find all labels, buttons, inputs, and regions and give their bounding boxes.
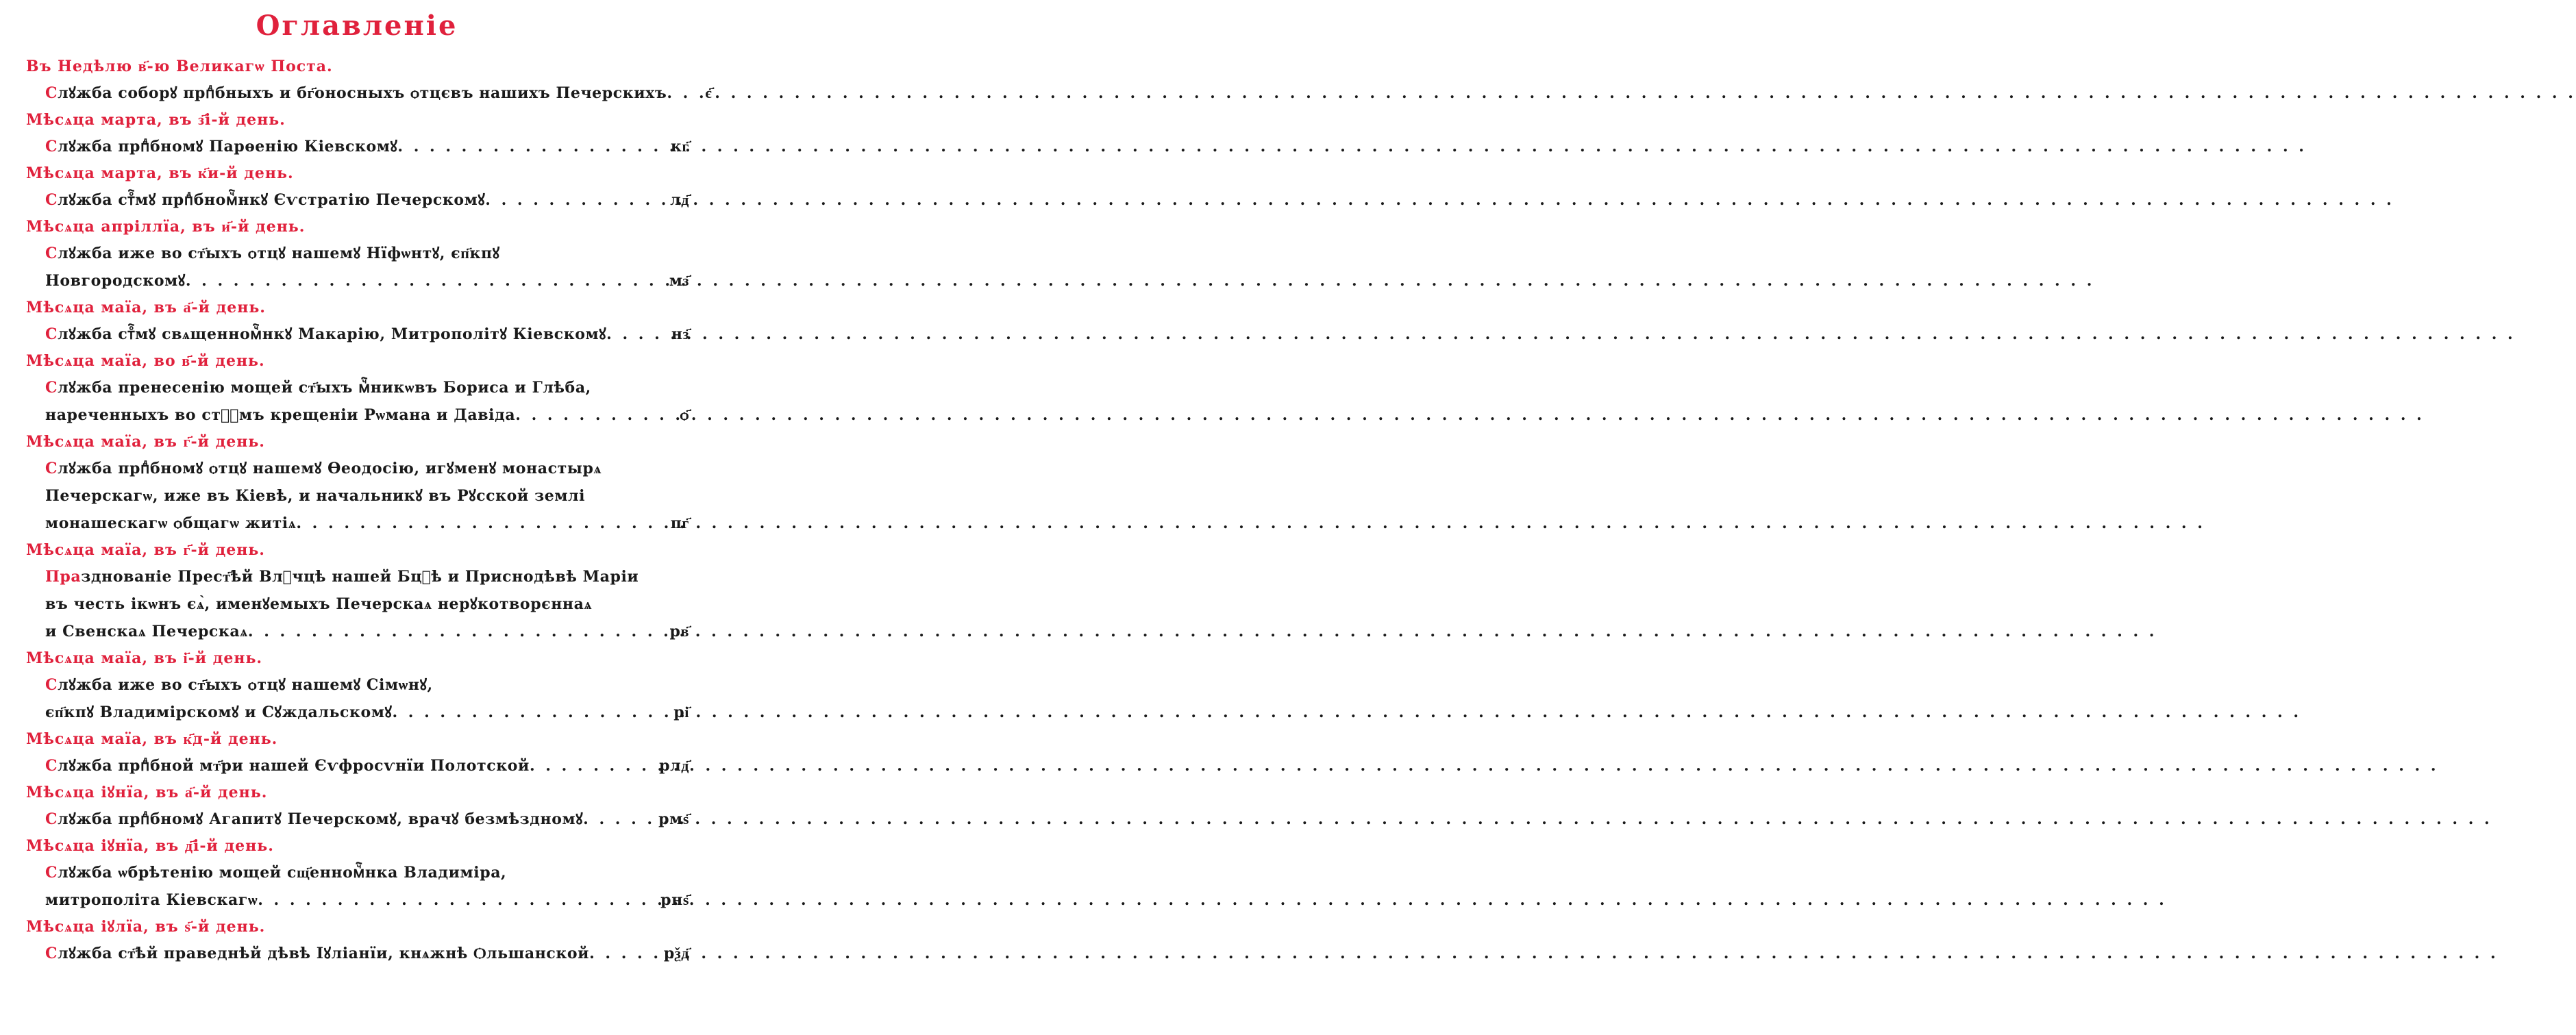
toc-entry-line	[26, 401, 689, 429]
toc-entry-text	[45, 186, 485, 214]
toc-section-heading: Мѣсѧца маїа, въ а҃-й день.	[26, 299, 266, 316]
toc-page-number: рлд҃	[659, 757, 689, 775]
dot-leader	[397, 133, 658, 160]
toc-entry-title: лꙋжба иже во ст҃ыхъ ѻтцꙋ нашемꙋ Сімѡнꙋ,	[58, 676, 433, 694]
toc-entry-initial: С	[45, 460, 58, 477]
toc-entry-text	[45, 133, 397, 160]
toc-section-heading: Мѣсѧца іꙋнїа, въ д҃і-й день.	[26, 837, 274, 855]
toc-entry-title: митрополіта Кіевскагѡ	[45, 891, 258, 909]
toc-entry-text	[45, 806, 583, 833]
toc-entry-title: лꙋжба прпⷣбномꙋ ѻтцꙋ нашемꙋ Ѳеодосію, игꙋменꙋ монастырѧ	[58, 460, 602, 477]
toc-entry-text	[45, 940, 589, 967]
toc-entry-title: монашескагѡ ѻбщагѡ житіѧ	[45, 514, 297, 532]
toc-entry-text	[45, 455, 602, 482]
toc-entry-title: єп҃кпꙋ Владимірскомꙋ и Сꙋждальскомꙋ	[45, 703, 393, 721]
toc-entry-text	[45, 240, 500, 267]
toc-section-heading: Мѣсѧца маїа, во в҃-й день.	[26, 352, 265, 370]
dot-leader	[589, 940, 658, 967]
toc-entry-text	[45, 374, 591, 401]
toc-page-number: лд҃	[670, 191, 689, 209]
toc-entry-line	[26, 374, 689, 401]
dot-leader	[583, 806, 654, 833]
toc-entry-initial: С	[45, 757, 58, 775]
toc-entry-line	[26, 618, 689, 645]
toc-entry-title: лꙋжба ст҃ѣй праведнѣй дѣвѣ Іꙋліанїи, кнѧжнѣ Ѻльшанской	[58, 945, 590, 962]
toc-entry-line	[26, 267, 689, 295]
dot-leader	[248, 618, 658, 645]
toc-section-heading: Въ Недѣлю в҃-ю Великагѡ Поста.	[26, 58, 333, 75]
toc-entry-title: лꙋжба прпⷣбной мт҃ри нашей Єѵфросѵнїи Полотской	[58, 757, 530, 775]
toc-entry-initial: С	[45, 325, 58, 343]
toc-page-number: мз҃	[669, 272, 689, 290]
toc-entry-line	[26, 886, 689, 914]
toc-section-heading: Мѣсѧца маїа, въ г҃-й день.	[26, 541, 265, 559]
dot-leader	[392, 699, 658, 726]
toc-entry-text	[45, 563, 639, 590]
toc-page-number: рѯд҃	[663, 945, 689, 962]
toc-entry-title: и Свенскаѧ Печерскаѧ	[45, 623, 248, 640]
toc-entry-text	[45, 267, 186, 295]
dot-leader	[515, 401, 658, 429]
table-of-contents	[26, 53, 713, 967]
toc-entry-line	[26, 455, 689, 482]
toc-entry-line	[26, 940, 689, 967]
toc-entry-title: лꙋжба соборꙋ прпⷣбныхъ и бг҃оносныхъ ѻтцєвъ нашихъ Печерскихъ	[58, 84, 667, 102]
toc-entry-line	[26, 590, 689, 618]
toc-entry-title: лꙋжба ѡбрѣтенію мощей сщ҃енномⷱ҇нка Владиміра,	[58, 864, 507, 882]
toc-entry-initial: С	[45, 676, 58, 694]
toc-entry-initial: Пра	[45, 568, 82, 586]
toc-entry-title: Новгородскомꙋ	[45, 272, 186, 290]
toc-section-heading: Мѣсѧца маїа, въ г҃-й день.	[26, 433, 265, 451]
toc-entry-title: лꙋжба иже во ст҃ыхъ ѻтцꙋ нашемꙋ Нїфѡнтꙋ, єп҃кпꙋ	[58, 245, 500, 262]
dot-leader	[530, 752, 655, 780]
toc-entry-line	[26, 563, 689, 590]
toc-entry-text	[45, 401, 515, 429]
toc-entry-line	[26, 79, 713, 107]
toc-entry-line	[26, 671, 689, 699]
toc-page-number: рв҃	[669, 623, 689, 640]
toc-entry-initial: С	[45, 245, 58, 262]
toc-entry-initial: С	[45, 191, 58, 209]
toc-page	[0, 0, 714, 1035]
toc-page-number: рі҃	[673, 703, 689, 721]
toc-page-number: кг҃	[670, 138, 689, 155]
toc-entry-initial: С	[45, 84, 58, 102]
toc-entry-text	[45, 859, 506, 886]
toc-section-heading: Мѣсѧца іꙋлїа, въ ѕ҃-й день.	[26, 918, 266, 936]
toc-entry-title: лꙋжба прпⷣбномꙋ Агапитꙋ Печерскомꙋ, врачꙋ безмѣздномꙋ	[58, 810, 584, 828]
toc-page-number: пг҃	[670, 514, 689, 532]
toc-entry-line	[26, 752, 689, 780]
toc-entry-line	[26, 699, 689, 726]
toc-entry-initial: С	[45, 945, 58, 962]
dot-leader	[485, 186, 658, 214]
toc-section-heading: Мѣсѧца іꙋнїа, въ а҃-й день.	[26, 784, 268, 801]
toc-page-number: ѻ҃	[680, 406, 689, 424]
toc-entry-title: лꙋжба стⷪ҇мꙋ прпⷣбномⷱ҇нкꙋ Єѵстратію Печерскомꙋ	[58, 191, 486, 209]
toc-entry-line	[26, 806, 689, 833]
toc-entry-line	[26, 482, 689, 510]
toc-page-number: нз҃	[671, 325, 689, 343]
toc-entry-text	[45, 886, 258, 914]
toc-entry-line	[26, 510, 689, 537]
toc-entry-text	[45, 510, 296, 537]
toc-page-number: рмѕ҃	[658, 810, 689, 828]
toc-entry-text	[45, 590, 592, 618]
toc-entry-title: лꙋжба прпⷣбномꙋ Парѳенію Кіевскомꙋ	[58, 138, 398, 155]
toc-entry-title: въ честь ікѡнъ єѧ̀, именꙋемыхъ Печерскаѧ нерꙋкотворєннаѧ	[45, 595, 593, 613]
toc-entry-text	[45, 752, 530, 780]
toc-entry-title: зднованіе Прест҃ѣй Влⷣчцѣ нашей Бцⷣѣ и Приснодѣвѣ Маріи	[81, 568, 639, 586]
toc-section-heading: Мѣсѧца апріллїа, въ и҃-й день.	[26, 218, 306, 236]
dot-leader	[258, 886, 656, 914]
toc-entry-title: лꙋжба стⷪ҇мꙋ свѧщенномⷱ҇нкꙋ Макарію, Митрополітꙋ Кіевскомꙋ	[58, 325, 607, 343]
toc-entry-initial: С	[45, 379, 58, 397]
dot-leader	[186, 267, 658, 295]
toc-section-heading: Мѣсѧца маїа, въ і҃-й день.	[26, 649, 263, 667]
toc-entry-initial: С	[45, 138, 58, 155]
toc-page-number: є҃	[705, 84, 713, 102]
toc-entry-initial: С	[45, 810, 58, 828]
toc-page-number: рнѕ҃	[660, 891, 689, 909]
toc-entry-line	[26, 859, 689, 886]
toc-entry-text	[45, 618, 248, 645]
toc-entry-text	[45, 79, 667, 107]
toc-section-heading: Мѣсѧца марта, въ к҃и-й день.	[26, 164, 294, 182]
dot-leader	[667, 79, 680, 107]
toc-entry-text	[45, 482, 585, 510]
toc-entry-line	[26, 321, 689, 348]
toc-entry-line	[26, 186, 689, 214]
dot-leader	[606, 321, 658, 348]
toc-entry-line	[26, 240, 689, 267]
dot-leader	[296, 510, 658, 537]
toc-entry-line	[26, 133, 689, 160]
toc-entry-title: Печерскагѡ, иже въ Кіевѣ, и начальникꙋ въ Рꙋсской землі	[45, 487, 586, 505]
toc-entry-text	[45, 321, 606, 348]
toc-entry-title: нареченныхъ во стⷪ҇мъ крещеніи Рѡмана и Давіда	[45, 406, 516, 424]
toc-entry-title: лꙋжба пренесенію мощей ст҃ыхъ мⷱ҇никѡвъ Бориса и Глѣба,	[58, 379, 591, 397]
page-title: Оглавленіе	[256, 10, 458, 42]
toc-entry-initial: С	[45, 864, 58, 882]
toc-section-heading: Мѣсѧца марта, въ з҃і-й день.	[26, 111, 286, 129]
toc-entry-text	[45, 699, 392, 726]
toc-entry-text	[45, 671, 433, 699]
toc-section-heading: Мѣсѧца маїа, въ к҃д-й день.	[26, 730, 278, 748]
